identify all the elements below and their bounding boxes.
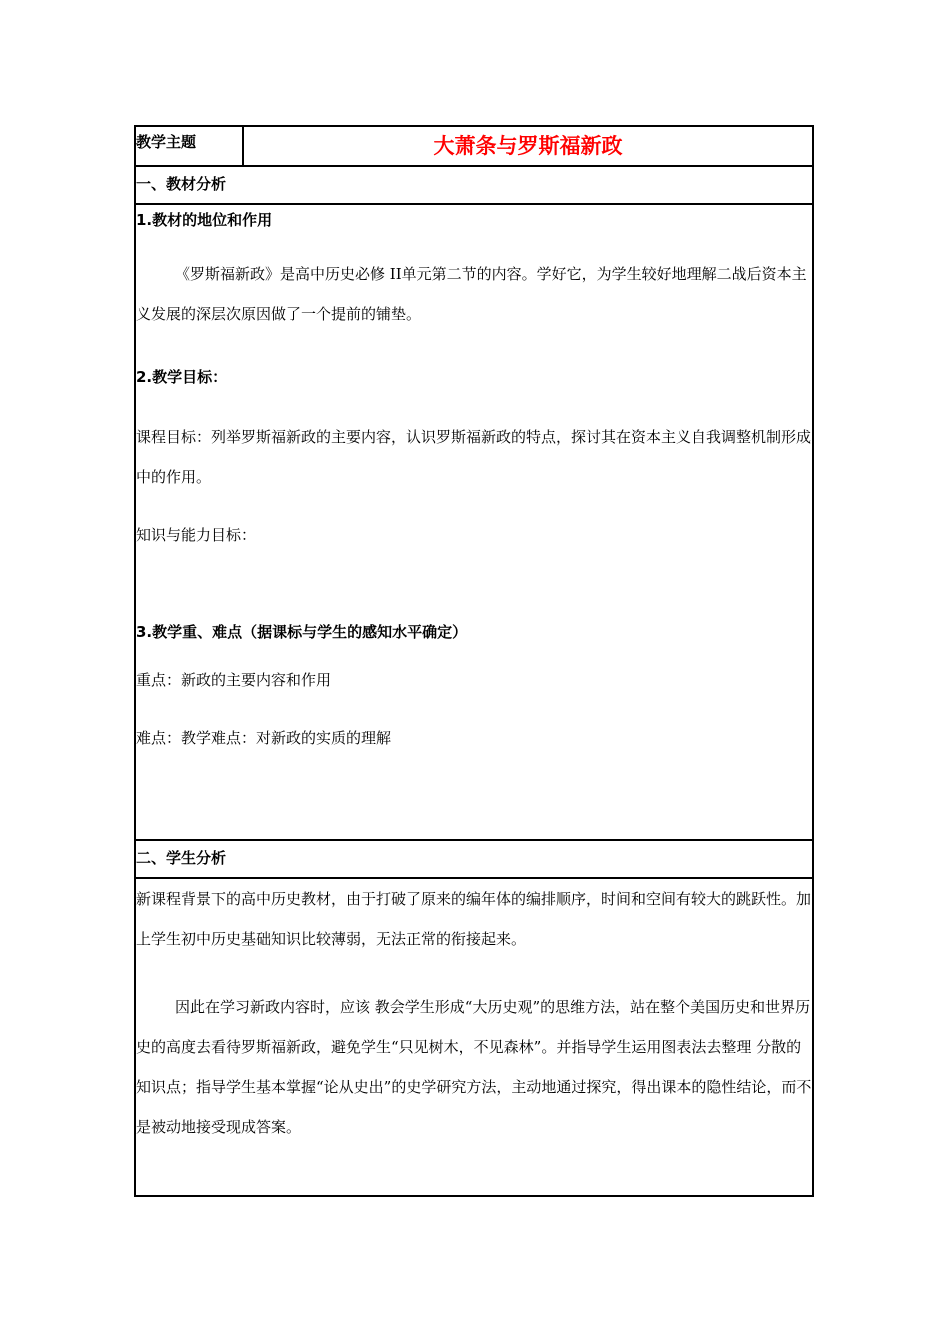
key-point-text: 重点：新政的主要内容和作用: [136, 671, 332, 689]
section2-body-row: [135, 878, 813, 1196]
section1-body-row: [135, 204, 813, 840]
knowledge-goal-text: 知识与能力目标：: [136, 526, 257, 544]
section1-body: [135, 204, 813, 840]
sub1-heading: 1.教材的地位和作用: [136, 211, 273, 229]
topic-label: 教学主题: [135, 126, 243, 166]
topic-title: 大萧条与罗斯福新政: [243, 126, 813, 166]
student-analysis-para2: 因此在学习新政内容时，应该 教会学生形成“大历史观”的思维方法，站在整个美国历史和世界历史的高度去看待罗斯福新政，避免学生“只见树木，不见森林”。并指导学生运用图表法去整理 分散的知识点；指导学生基本掌握“论从史出”的史学研究方法，主动地通过探究，得出课本的隐性结论，而不是被动地接受现成答案。: [136, 998, 812, 1136]
section1-heading: 一、教材分析: [135, 166, 813, 204]
section2-heading-row: [135, 840, 813, 878]
section1-heading-row: [135, 166, 813, 204]
topic-row: [135, 126, 813, 166]
student-analysis-para1: 新课程背景下的高中历史教材，由于打破了原来的编年体的编排顺序，时间和空间有较大的跳跃性。加上学生初中历史基础知识比较薄弱，无法正常的衔接起来。: [136, 890, 812, 948]
course-goal-text: 课程目标：列举罗斯福新政的主要内容，认识罗斯福新政的特点，探讨其在资本主义自我调整机制形成中的作用。: [136, 428, 812, 486]
sub3-heading: 3.教学重、难点（据课标与学生的感知水平确定）: [136, 623, 468, 641]
lesson-plan-table: [134, 125, 814, 1197]
section2-heading: 二、学生分析: [135, 840, 813, 878]
sub1-text: 《罗斯福新政》是高中历史必修 II单元第二节的内容。学好它，为学生较好地理解二战后资本主义发展的深层次原因做了一个提前的铺垫。: [136, 265, 807, 323]
sub2-heading: 2.教学目标：: [136, 368, 228, 386]
difficult-point-text: 难点：教学难点：对新政的实质的理解: [136, 729, 392, 747]
section2-body: [135, 878, 813, 1196]
